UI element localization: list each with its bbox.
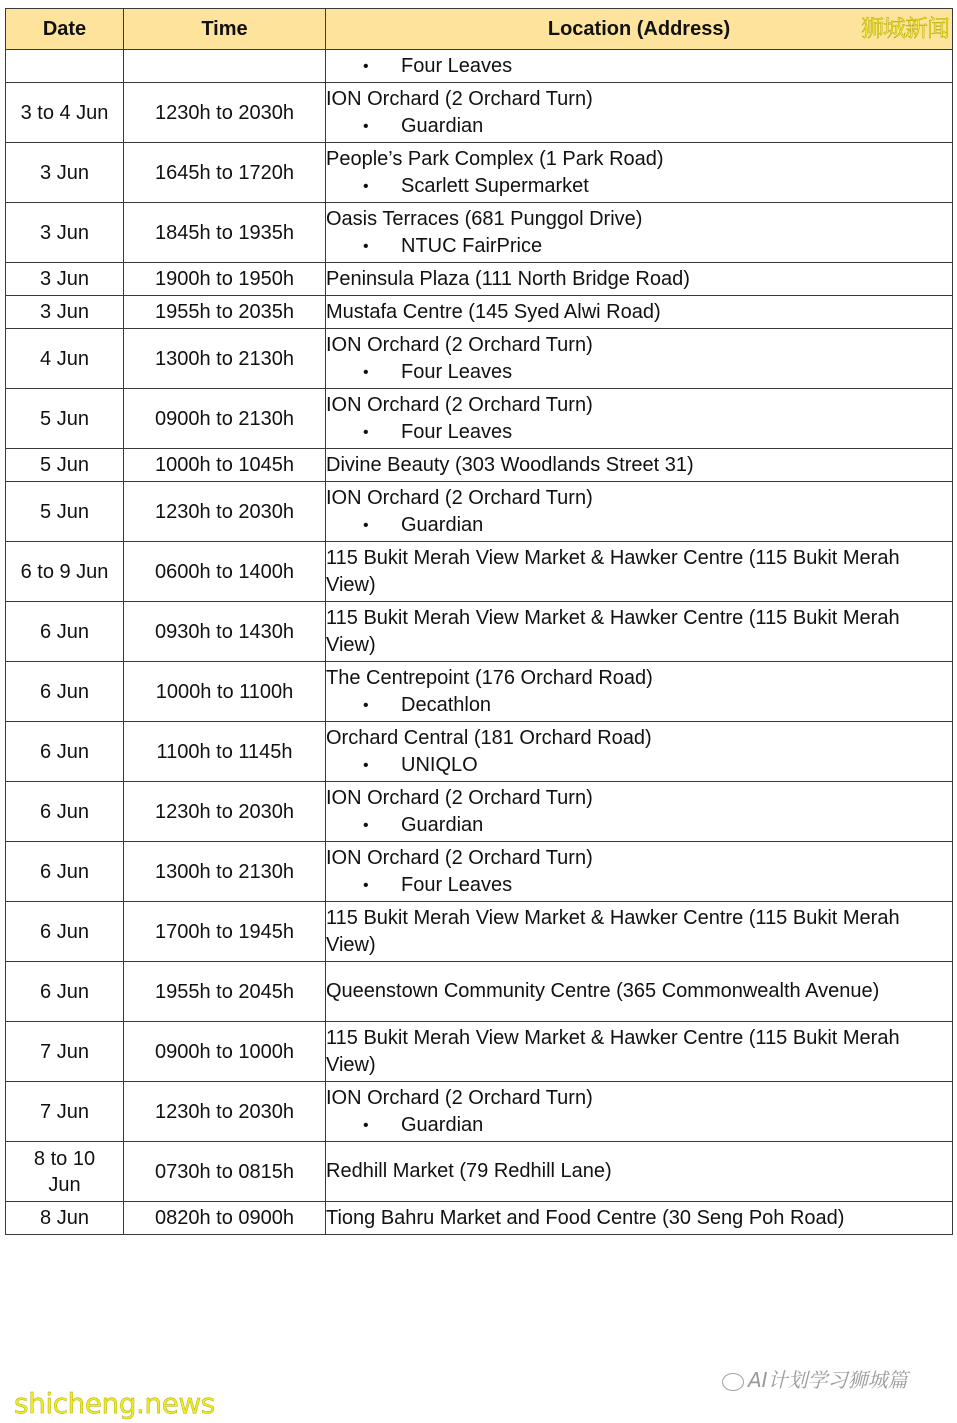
- store-list-item: [326, 53, 952, 80]
- cell-time: 1000h to 1045h: [124, 449, 326, 482]
- watermark-wechat: [722, 1364, 908, 1393]
- location-address: 115 Bukit Merah View Market & Hawker Centre (115 Bukit Merah View): [326, 1026, 900, 1076]
- store-name: Four Leaves: [401, 360, 513, 383]
- store-list-item: [326, 233, 952, 260]
- table-row: [6, 782, 953, 842]
- location-address: Mustafa Centre (145 Syed Alwi Road): [326, 300, 661, 323]
- cell-date: 6 to 9 Jun: [6, 542, 124, 602]
- cell-location: [326, 83, 953, 143]
- table-row: [6, 1202, 953, 1235]
- cell-location: [326, 482, 953, 542]
- cell-time: 1955h to 2035h: [124, 296, 326, 329]
- cell-location: [326, 296, 953, 329]
- cell-date: 6 Jun: [6, 662, 124, 722]
- table-row: [6, 962, 953, 1022]
- cell-date: [6, 50, 124, 83]
- location-address: Orchard Central (181 Orchard Road): [326, 726, 652, 749]
- bullet-icon: •: [363, 363, 369, 381]
- location-address: Redhill Market (79 Redhill Lane): [326, 1160, 612, 1182]
- location-address: 115 Bukit Merah View Market & Hawker Centre (115 Bukit Merah View): [326, 546, 900, 596]
- store-name: Four Leaves: [401, 54, 513, 77]
- table-row: [6, 1022, 953, 1082]
- cell-location: [326, 1022, 953, 1082]
- location-address: ION Orchard (2 Orchard Turn): [326, 393, 593, 416]
- cell-location: [326, 722, 953, 782]
- header-location: [326, 9, 953, 50]
- cell-location: [326, 902, 953, 962]
- table-row: [6, 263, 953, 296]
- store-list: [326, 1112, 952, 1139]
- store-name: Scarlett Supermarket: [401, 174, 589, 197]
- cell-time: 1900h to 1950h: [124, 263, 326, 296]
- store-name: Decathlon: [401, 693, 492, 716]
- store-list-item: [326, 113, 952, 140]
- cell-location: [326, 449, 953, 482]
- store-list: [326, 53, 952, 80]
- store-name: UNIQLO: [401, 753, 478, 776]
- location-address: Queenstown Community Centre (365 Commonwealth Avenue): [326, 980, 880, 1002]
- cell-time: [124, 50, 326, 83]
- location-address: Peninsula Plaza (111 North Bridge Road): [326, 267, 690, 290]
- location-address: ION Orchard (2 Orchard Turn): [326, 846, 593, 869]
- table-row: [6, 902, 953, 962]
- cell-date: 3 Jun: [6, 203, 124, 263]
- header-date: Date: [6, 9, 124, 50]
- store-name: Guardian: [401, 114, 484, 137]
- header-location-label: Location (Address): [547, 17, 731, 40]
- store-name: Guardian: [401, 813, 484, 836]
- table-row: [6, 296, 953, 329]
- store-list-item: [326, 1112, 952, 1139]
- store-list-item: [326, 692, 952, 719]
- watermark-top-right: 狮城新闻: [861, 16, 949, 42]
- cell-time: 1700h to 1945h: [124, 902, 326, 962]
- cell-date: 4 Jun: [6, 329, 124, 389]
- cell-date: 6 Jun: [6, 602, 124, 662]
- cell-time: 0730h to 0815h: [124, 1142, 326, 1202]
- table-row: [6, 389, 953, 449]
- cell-date: 6 Jun: [6, 842, 124, 902]
- cell-location: [326, 1142, 953, 1202]
- store-name: Guardian: [401, 513, 484, 536]
- location-address: The Centrepoint (176 Orchard Road): [326, 666, 653, 689]
- cell-location: [326, 602, 953, 662]
- location-address: Tiong Bahru Market and Food Centre (30 Seng Poh Road): [326, 1206, 845, 1229]
- table-row: [6, 50, 953, 83]
- cell-date: 6 Jun: [6, 722, 124, 782]
- table-row: [6, 1082, 953, 1142]
- store-list-item: [326, 419, 952, 446]
- cell-date: 5 Jun: [6, 389, 124, 449]
- cell-date: 3 Jun: [6, 263, 124, 296]
- cell-date: 6 Jun: [6, 782, 124, 842]
- cell-time: 1845h to 1935h: [124, 203, 326, 263]
- cell-time: 0900h to 2130h: [124, 389, 326, 449]
- cell-time: 1100h to 1145h: [124, 722, 326, 782]
- cell-location: [326, 542, 953, 602]
- location-address: 115 Bukit Merah View Market & Hawker Centre (115 Bukit Merah View): [326, 906, 900, 956]
- bullet-icon: •: [363, 117, 369, 135]
- bullet-icon: •: [363, 876, 369, 894]
- location-address: Divine Beauty (303 Woodlands Street 31): [326, 453, 694, 476]
- location-address: People’s Park Complex (1 Park Road): [326, 147, 664, 170]
- store-list: [326, 113, 952, 140]
- cell-time: 0930h to 1430h: [124, 602, 326, 662]
- cell-time: 1230h to 2030h: [124, 1082, 326, 1142]
- store-name: Four Leaves: [401, 873, 513, 896]
- watermark-wechat-text: AI计划学习狮城篇: [748, 1368, 908, 1392]
- store-list: [326, 512, 952, 539]
- store-list-item: [326, 752, 952, 779]
- cell-time: 1645h to 1720h: [124, 143, 326, 203]
- store-list: [326, 173, 952, 200]
- bullet-icon: •: [363, 177, 369, 195]
- cell-location: [326, 662, 953, 722]
- cell-time: 0600h to 1400h: [124, 542, 326, 602]
- cell-time: 0900h to 1000h: [124, 1022, 326, 1082]
- cell-time: 0820h to 0900h: [124, 1202, 326, 1235]
- cell-location: [326, 329, 953, 389]
- bullet-icon: •: [363, 237, 369, 255]
- table-row: [6, 542, 953, 602]
- cell-location: [326, 389, 953, 449]
- table-row: [6, 1142, 953, 1202]
- table-row: [6, 83, 953, 143]
- location-address: ION Orchard (2 Orchard Turn): [326, 786, 593, 809]
- cell-location: [326, 1202, 953, 1235]
- cell-location: [326, 50, 953, 83]
- store-list-item: [326, 359, 952, 386]
- cell-date: 5 Jun: [6, 449, 124, 482]
- cell-time: 1230h to 2030h: [124, 83, 326, 143]
- table-row: [6, 662, 953, 722]
- cell-date: 7 Jun: [6, 1022, 124, 1082]
- store-name: Guardian: [401, 1113, 484, 1136]
- cell-location: [326, 842, 953, 902]
- cell-time: 1300h to 2130h: [124, 329, 326, 389]
- cell-date: 6 Jun: [6, 902, 124, 962]
- store-list-item: [326, 173, 952, 200]
- cell-location: [326, 1082, 953, 1142]
- store-list: [326, 812, 952, 839]
- cell-date: 6 Jun: [6, 962, 124, 1022]
- cell-location: [326, 143, 953, 203]
- cell-time: 1955h to 2045h: [124, 962, 326, 1022]
- location-address: ION Orchard (2 Orchard Turn): [326, 333, 593, 356]
- store-list: [326, 419, 952, 446]
- store-list: [326, 872, 952, 899]
- location-address: ION Orchard (2 Orchard Turn): [326, 486, 593, 509]
- bullet-icon: •: [363, 57, 369, 75]
- cell-date: 5 Jun: [6, 482, 124, 542]
- cell-date: 3 Jun: [6, 296, 124, 329]
- store-list-item: [326, 512, 952, 539]
- table-row: [6, 602, 953, 662]
- bullet-icon: •: [363, 516, 369, 534]
- table-row: [6, 482, 953, 542]
- store-name: NTUC FairPrice: [401, 234, 543, 257]
- table-row: [6, 449, 953, 482]
- table-row: [6, 143, 953, 203]
- header-time: Time: [124, 9, 326, 50]
- bullet-icon: •: [363, 423, 369, 441]
- exposure-locations-table: [5, 8, 953, 1235]
- cell-time: 1230h to 2030h: [124, 482, 326, 542]
- cell-date: 8 to 10 Jun: [6, 1142, 124, 1202]
- bullet-icon: •: [363, 696, 369, 714]
- store-list: [326, 359, 952, 386]
- cell-time: 1230h to 2030h: [124, 782, 326, 842]
- location-address: ION Orchard (2 Orchard Turn): [326, 1086, 593, 1109]
- cell-time: 1000h to 1100h: [124, 662, 326, 722]
- cell-date: 3 to 4 Jun: [6, 83, 124, 143]
- store-list-item: [326, 812, 952, 839]
- location-address: Oasis Terraces (681 Punggol Drive): [326, 207, 643, 230]
- location-address: 115 Bukit Merah View Market & Hawker Centre (115 Bukit Merah View): [326, 606, 900, 656]
- table-row: [6, 203, 953, 263]
- cell-location: [326, 782, 953, 842]
- store-name: Four Leaves: [401, 420, 513, 443]
- store-list: [326, 752, 952, 779]
- bullet-icon: •: [363, 1116, 369, 1134]
- cell-location: [326, 962, 953, 1022]
- cell-date: 3 Jun: [6, 143, 124, 203]
- cell-location: [326, 263, 953, 296]
- table-row: [6, 329, 953, 389]
- table-row: [6, 842, 953, 902]
- cell-date: 8 Jun: [6, 1202, 124, 1235]
- table-body: [6, 50, 953, 1235]
- wechat-icon: [722, 1373, 744, 1391]
- cell-date: 7 Jun: [6, 1082, 124, 1142]
- table-header-row: [6, 9, 953, 50]
- store-list-item: [326, 872, 952, 899]
- location-address: ION Orchard (2 Orchard Turn): [326, 87, 593, 110]
- watermark-bottom-left: shicheng.news: [14, 1387, 215, 1420]
- bullet-icon: •: [363, 756, 369, 774]
- cell-location: [326, 203, 953, 263]
- store-list: [326, 233, 952, 260]
- store-list: [326, 692, 952, 719]
- cell-time: 1300h to 2130h: [124, 842, 326, 902]
- table-row: [6, 722, 953, 782]
- bullet-icon: •: [363, 816, 369, 834]
